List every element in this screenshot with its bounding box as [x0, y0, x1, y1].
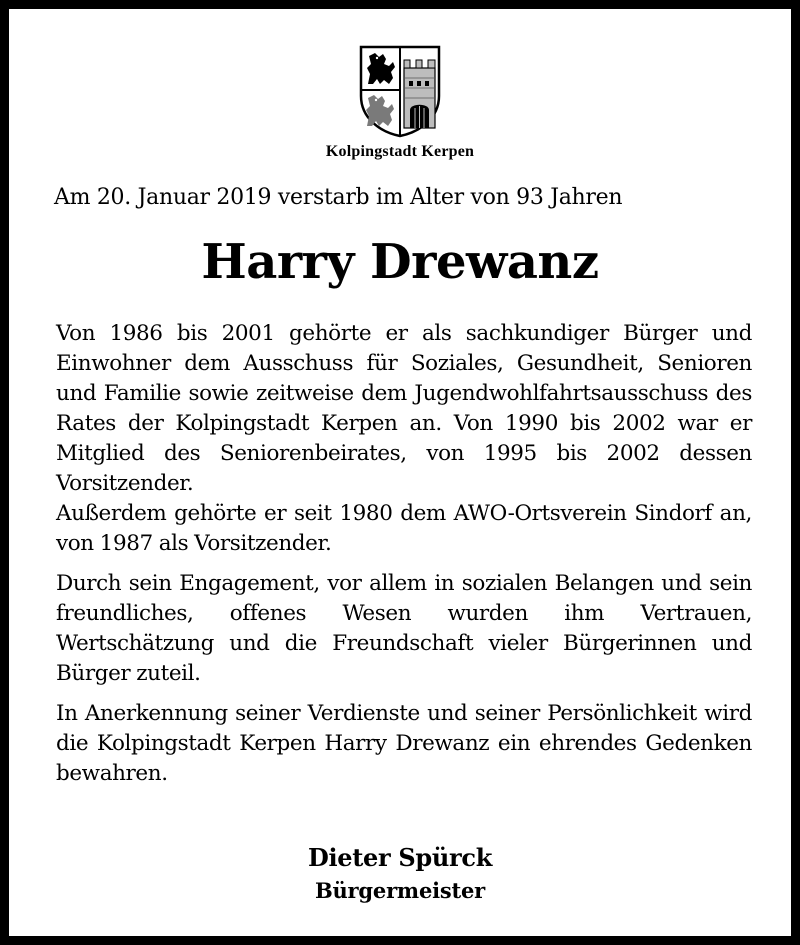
signer-name: Dieter Spürck — [307, 843, 493, 872]
deceased-name: Harry Drewanz — [201, 234, 599, 290]
tribute-paragraph: Außerdem gehörte er seit 1980 dem AWO-Ortsverein Sindorf an, von 1987 als Vorsitzender. — [56, 501, 752, 556]
kerpen-coat-of-arms-icon — [358, 44, 442, 138]
city-name: Kolpingstadt Kerpen — [325, 143, 475, 160]
tribute-paragraph: Durch sein Engagement, vor allem in sozialen Belangen und sein freundliches, offenes Wesen wurden ihm Vertrauen, Wertschätzung und die Freundschaft vieler Bürgerinnen und Bürger zuteil. — [56, 571, 752, 686]
tribute-paragraph: In Anerkennung seiner Verdienste und seiner Persönlichkeit wird die Kolpingstadt Kerpen Harry Drewanz ein ehrendes Gedenken bewahren. — [56, 701, 752, 786]
death-announcement: Am 20. Januar 2019 verstarb im Alter von 93 Jahren — [54, 185, 623, 210]
tribute-paragraph: Von 1986 bis 2001 gehörte er als sachkundiger Bürger und Einwohner dem Ausschuss für Soziales, Gesundheit, Senioren und Familie sowie zeitweise dem Jugendwohlfahrtsausschuss des Rates der Kolpingstadt Kerpen an. Von 1990 bis 2002 war er Mitglied des Seniorenbeirates, von 1995 bis 2002 dessen Vorsitzender. — [56, 321, 752, 496]
signer-title: Bürgermeister — [314, 878, 486, 903]
signature-block — [9, 841, 791, 907]
tribute-text — [56, 319, 752, 789]
